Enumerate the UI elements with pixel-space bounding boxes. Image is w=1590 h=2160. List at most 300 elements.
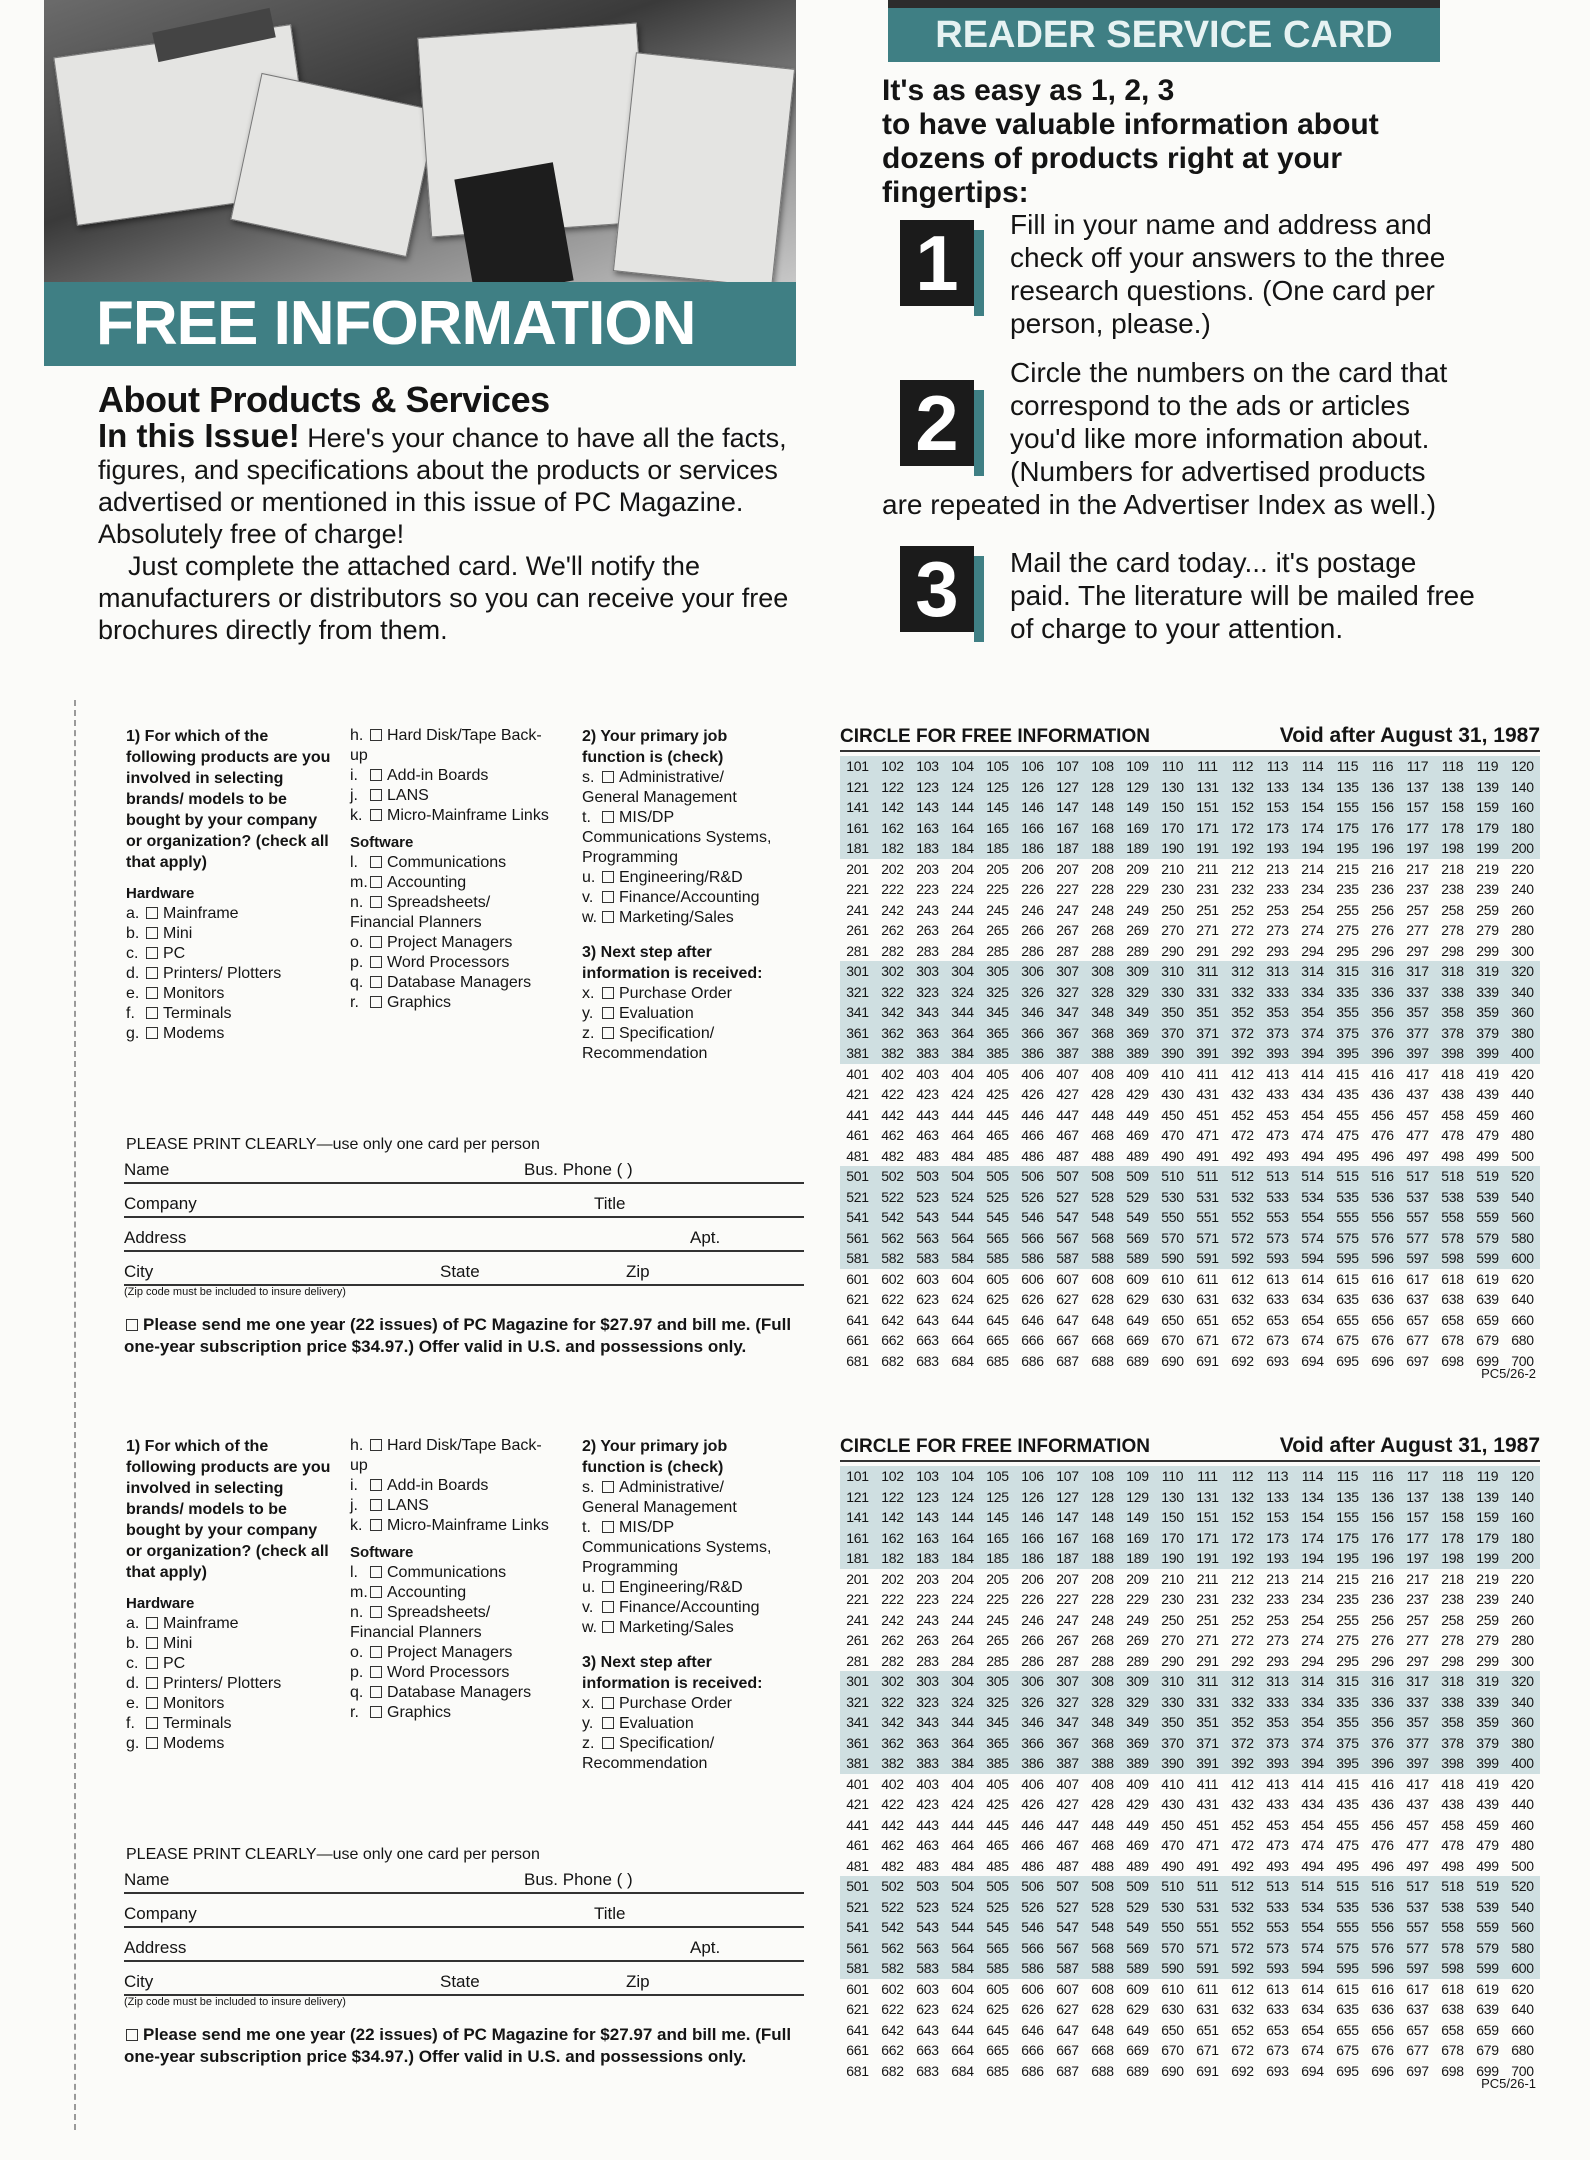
- circle-number[interactable]: 202: [881, 1570, 904, 1587]
- circle-number[interactable]: 662: [881, 2042, 904, 2059]
- circle-number[interactable]: 382: [881, 1045, 904, 1062]
- circle-number[interactable]: 464: [951, 1837, 974, 1854]
- circle-number[interactable]: 349: [1126, 1004, 1149, 1021]
- circle-number[interactable]: 158: [1441, 1509, 1464, 1526]
- circle-number[interactable]: 151: [1196, 799, 1219, 816]
- circle-number[interactable]: 455: [1336, 1106, 1359, 1123]
- circle-number[interactable]: 557: [1406, 1919, 1429, 1936]
- circle-number[interactable]: 433: [1266, 1086, 1289, 1103]
- circle-number[interactable]: 209: [1126, 1570, 1149, 1587]
- circle-number[interactable]: 478: [1441, 1127, 1464, 1144]
- circle-number[interactable]: 447: [1056, 1816, 1079, 1833]
- circle-number[interactable]: 258: [1441, 901, 1464, 918]
- circle-number[interactable]: 636: [1371, 1291, 1394, 1308]
- circle-number[interactable]: 134: [1301, 1488, 1324, 1505]
- circle-number[interactable]: 667: [1056, 2042, 1079, 2059]
- circle-number[interactable]: 631: [1196, 2001, 1219, 2018]
- circle-number[interactable]: 367: [1056, 1024, 1079, 1041]
- circle-number[interactable]: 646: [1021, 1311, 1044, 1328]
- circle-number[interactable]: 411: [1196, 1065, 1219, 1082]
- circle-number[interactable]: 348: [1091, 1004, 1114, 1021]
- circle-number[interactable]: 189: [1126, 1550, 1149, 1567]
- circle-number[interactable]: 387: [1056, 1755, 1079, 1772]
- circle-number[interactable]: 273: [1266, 922, 1289, 939]
- circle-number[interactable]: 535: [1336, 1188, 1359, 1205]
- circle-number[interactable]: 171: [1196, 1529, 1219, 1546]
- circle-number[interactable]: 205: [986, 860, 1009, 877]
- circle-number[interactable]: 131: [1196, 1488, 1219, 1505]
- circle-number[interactable]: 235: [1336, 881, 1359, 898]
- circle-number[interactable]: 293: [1266, 942, 1289, 959]
- circle-number[interactable]: 143: [916, 799, 939, 816]
- circle-number[interactable]: 112: [1231, 1468, 1254, 1485]
- circle-number[interactable]: 367: [1056, 1734, 1079, 1751]
- circle-number[interactable]: 605: [986, 1980, 1009, 1997]
- circle-number[interactable]: 563: [916, 1939, 939, 1956]
- circle-number[interactable]: 532: [1231, 1898, 1254, 1915]
- circle-number[interactable]: 353: [1266, 1714, 1289, 1731]
- circle-number[interactable]: 336: [1371, 1693, 1394, 1710]
- circle-number[interactable]: 374: [1301, 1734, 1324, 1751]
- circle-number[interactable]: 195: [1336, 840, 1359, 857]
- circle-number[interactable]: 292: [1231, 942, 1254, 959]
- circle-number[interactable]: 372: [1231, 1734, 1254, 1751]
- circle-number[interactable]: 284: [951, 942, 974, 959]
- circle-number[interactable]: 224: [951, 881, 974, 898]
- circle-number[interactable]: 438: [1441, 1796, 1464, 1813]
- circle-number[interactable]: 666: [1021, 1332, 1044, 1349]
- circle-number[interactable]: 476: [1371, 1127, 1394, 1144]
- checkbox[interactable]: [146, 927, 158, 939]
- circle-number[interactable]: 376: [1371, 1734, 1394, 1751]
- circle-number[interactable]: 230: [1161, 881, 1184, 898]
- circle-number[interactable]: 413: [1266, 1775, 1289, 1792]
- circle-number[interactable]: 676: [1371, 1332, 1394, 1349]
- circle-number[interactable]: 526: [1021, 1898, 1044, 1915]
- circle-number[interactable]: 223: [916, 881, 939, 898]
- circle-number[interactable]: 639: [1476, 1291, 1499, 1308]
- circle-number[interactable]: 435: [1336, 1796, 1359, 1813]
- circle-number[interactable]: 296: [1371, 942, 1394, 959]
- circle-number[interactable]: 436: [1371, 1796, 1394, 1813]
- circle-number[interactable]: 138: [1441, 1488, 1464, 1505]
- circle-number[interactable]: 646: [1021, 2021, 1044, 2038]
- circle-number[interactable]: 383: [916, 1755, 939, 1772]
- circle-number[interactable]: 304: [951, 1673, 974, 1690]
- circle-number[interactable]: 155: [1336, 1509, 1359, 1526]
- circle-number[interactable]: 562: [881, 1229, 904, 1246]
- circle-number[interactable]: 414: [1301, 1065, 1324, 1082]
- circle-number[interactable]: 632: [1231, 2001, 1254, 2018]
- checkbox-option[interactable]: [582, 1618, 782, 1638]
- circle-number[interactable]: 305: [986, 1673, 1009, 1690]
- circle-number[interactable]: 450: [1161, 1816, 1184, 1833]
- circle-number[interactable]: 473: [1266, 1127, 1289, 1144]
- circle-number[interactable]: 649: [1126, 2021, 1149, 2038]
- circle-number[interactable]: 412: [1231, 1775, 1254, 1792]
- checkbox[interactable]: [370, 729, 382, 741]
- circle-number[interactable]: 581: [846, 1960, 869, 1977]
- circle-number[interactable]: 627: [1056, 1291, 1079, 1308]
- circle-number[interactable]: 148: [1091, 1509, 1114, 1526]
- circle-number[interactable]: 193: [1266, 1550, 1289, 1567]
- circle-number[interactable]: 341: [846, 1004, 869, 1021]
- circle-number[interactable]: 696: [1371, 1352, 1394, 1369]
- circle-number[interactable]: 669: [1126, 2042, 1149, 2059]
- circle-number[interactable]: 601: [846, 1270, 869, 1287]
- circle-number[interactable]: 145: [986, 1509, 1009, 1526]
- circle-number[interactable]: 698: [1441, 2062, 1464, 2079]
- checkbox[interactable]: [146, 967, 158, 979]
- circle-number[interactable]: 586: [1021, 1960, 1044, 1977]
- circle-number[interactable]: 206: [1021, 860, 1044, 877]
- circle-number[interactable]: 342: [881, 1004, 904, 1021]
- circle-number[interactable]: 615: [1336, 1980, 1359, 1997]
- circle-number[interactable]: 504: [951, 1878, 974, 1895]
- circle-number[interactable]: 652: [1231, 1311, 1254, 1328]
- circle-number[interactable]: 427: [1056, 1086, 1079, 1103]
- checkbox[interactable]: [370, 1479, 382, 1491]
- circle-number[interactable]: 335: [1336, 983, 1359, 1000]
- checkbox[interactable]: [370, 1706, 382, 1718]
- circle-number[interactable]: 110: [1161, 758, 1184, 775]
- checkbox[interactable]: [602, 911, 614, 923]
- circle-number[interactable]: 448: [1091, 1816, 1114, 1833]
- circle-number[interactable]: 304: [951, 963, 974, 980]
- checkbox-option[interactable]: [350, 1683, 550, 1703]
- circle-number[interactable]: 232: [1231, 881, 1254, 898]
- circle-number[interactable]: 576: [1371, 1229, 1394, 1246]
- circle-number[interactable]: 680: [1511, 2042, 1534, 2059]
- checkbox[interactable]: [370, 1439, 382, 1451]
- circle-number[interactable]: 433: [1266, 1796, 1289, 1813]
- circle-number[interactable]: 182: [881, 840, 904, 857]
- checkbox[interactable]: [602, 1007, 614, 1019]
- circle-number[interactable]: 516: [1371, 1878, 1394, 1895]
- circle-number[interactable]: 287: [1056, 942, 1079, 959]
- circle-number[interactable]: 640: [1511, 2001, 1534, 2018]
- circle-number[interactable]: 336: [1371, 983, 1394, 1000]
- circle-number[interactable]: 340: [1511, 1693, 1534, 1710]
- circle-number[interactable]: 632: [1231, 1291, 1254, 1308]
- circle-number[interactable]: 311: [1196, 963, 1219, 980]
- circle-number[interactable]: 481: [846, 1147, 869, 1164]
- circle-number[interactable]: 453: [1266, 1106, 1289, 1123]
- circle-number[interactable]: 530: [1161, 1898, 1184, 1915]
- circle-number[interactable]: 204: [951, 860, 974, 877]
- circle-number[interactable]: 637: [1406, 2001, 1429, 2018]
- circle-number[interactable]: 573: [1266, 1229, 1289, 1246]
- form-row[interactable]: [124, 1184, 804, 1218]
- checkbox-option[interactable]: [350, 873, 550, 893]
- circle-number[interactable]: 650: [1161, 1311, 1184, 1328]
- circle-number[interactable]: 530: [1161, 1188, 1184, 1205]
- circle-number[interactable]: 187: [1056, 840, 1079, 857]
- circle-number[interactable]: 414: [1301, 1775, 1324, 1792]
- circle-number[interactable]: 548: [1091, 1209, 1114, 1226]
- checkbox-option[interactable]: [582, 1478, 782, 1518]
- circle-number[interactable]: 399: [1476, 1755, 1499, 1772]
- circle-number[interactable]: 608: [1091, 1980, 1114, 1997]
- circle-number[interactable]: 597: [1406, 1960, 1429, 1977]
- circle-number[interactable]: 350: [1161, 1004, 1184, 1021]
- circle-number[interactable]: 568: [1091, 1229, 1114, 1246]
- circle-number[interactable]: 562: [881, 1939, 904, 1956]
- circle-number[interactable]: 169: [1126, 819, 1149, 836]
- circle-number[interactable]: 111: [1197, 758, 1218, 775]
- circle-number[interactable]: 355: [1336, 1004, 1359, 1021]
- circle-number[interactable]: 286: [1021, 1652, 1044, 1669]
- circle-number[interactable]: 218: [1441, 860, 1464, 877]
- circle-number[interactable]: 687: [1056, 1352, 1079, 1369]
- circle-number[interactable]: 213: [1266, 1570, 1289, 1587]
- checkbox[interactable]: [146, 947, 158, 959]
- circle-number[interactable]: 384: [951, 1755, 974, 1772]
- circle-number[interactable]: 424: [951, 1796, 974, 1813]
- checkbox[interactable]: [370, 1666, 382, 1678]
- circle-number[interactable]: 346: [1021, 1714, 1044, 1731]
- circle-number[interactable]: 659: [1476, 2021, 1499, 2038]
- circle-number[interactable]: 172: [1231, 1529, 1254, 1546]
- checkbox[interactable]: [370, 996, 382, 1008]
- circle-number[interactable]: 591: [1196, 1250, 1219, 1267]
- circle-number[interactable]: 245: [986, 901, 1009, 918]
- checkbox-option[interactable]: [350, 1583, 550, 1603]
- circle-number[interactable]: 309: [1126, 963, 1149, 980]
- circle-number[interactable]: 168: [1091, 1529, 1114, 1546]
- circle-number[interactable]: 528: [1091, 1898, 1114, 1915]
- circle-number[interactable]: 345: [986, 1714, 1009, 1731]
- circle-number[interactable]: 197: [1406, 840, 1429, 857]
- circle-number[interactable]: 257: [1406, 901, 1429, 918]
- circle-number[interactable]: 313: [1266, 1673, 1289, 1690]
- circle-number[interactable]: 276: [1371, 922, 1394, 939]
- circle-number[interactable]: 221: [846, 1591, 869, 1608]
- circle-number[interactable]: 294: [1301, 1652, 1324, 1669]
- circle-number[interactable]: 456: [1371, 1816, 1394, 1833]
- circle-number[interactable]: 536: [1371, 1188, 1394, 1205]
- circle-number[interactable]: 647: [1056, 2021, 1079, 2038]
- checkbox[interactable]: [146, 1617, 158, 1629]
- circle-number[interactable]: 629: [1126, 1291, 1149, 1308]
- circle-number[interactable]: 631: [1196, 1291, 1219, 1308]
- circle-number[interactable]: 660: [1511, 1311, 1534, 1328]
- circle-number[interactable]: 619: [1476, 1980, 1499, 1997]
- circle-number[interactable]: 560: [1511, 1919, 1534, 1936]
- circle-number[interactable]: 111: [1197, 1468, 1218, 1485]
- circle-number[interactable]: 400: [1511, 1045, 1534, 1062]
- circle-number[interactable]: 152: [1231, 1509, 1254, 1526]
- circle-number[interactable]: 362: [881, 1734, 904, 1751]
- circle-number[interactable]: 602: [881, 1980, 904, 1997]
- circle-number[interactable]: 106: [1021, 1468, 1044, 1485]
- circle-number[interactable]: 225: [986, 881, 1009, 898]
- circle-number[interactable]: 678: [1441, 1332, 1464, 1349]
- checkbox-option[interactable]: [350, 893, 550, 933]
- circle-number[interactable]: 682: [881, 1352, 904, 1369]
- circle-number[interactable]: 317: [1406, 963, 1429, 980]
- checkbox-option[interactable]: [350, 1563, 550, 1583]
- circle-number[interactable]: 270: [1161, 1632, 1184, 1649]
- circle-number[interactable]: 364: [951, 1024, 974, 1041]
- checkbox[interactable]: [370, 1646, 382, 1658]
- circle-number[interactable]: 551: [1196, 1209, 1219, 1226]
- circle-number[interactable]: 546: [1021, 1919, 1044, 1936]
- circle-number[interactable]: 601: [846, 1980, 869, 1997]
- checkbox-option[interactable]: [126, 944, 336, 964]
- circle-number[interactable]: 275: [1336, 922, 1359, 939]
- circle-number[interactable]: 289: [1126, 1652, 1149, 1669]
- circle-number[interactable]: 408: [1091, 1775, 1114, 1792]
- circle-number[interactable]: 244: [951, 901, 974, 918]
- circle-number[interactable]: 622: [881, 2001, 904, 2018]
- circle-number[interactable]: 208: [1091, 860, 1114, 877]
- circle-number[interactable]: 248: [1091, 1611, 1114, 1628]
- circle-number[interactable]: 314: [1301, 1673, 1324, 1690]
- circle-number[interactable]: 262: [881, 1632, 904, 1649]
- circle-number[interactable]: 427: [1056, 1796, 1079, 1813]
- circle-number[interactable]: 323: [916, 983, 939, 1000]
- circle-number[interactable]: 377: [1406, 1734, 1429, 1751]
- circle-number[interactable]: 548: [1091, 1919, 1114, 1936]
- circle-number[interactable]: 489: [1126, 1857, 1149, 1874]
- circle-number[interactable]: 250: [1161, 901, 1184, 918]
- circle-number[interactable]: 509: [1126, 1878, 1149, 1895]
- circle-number[interactable]: 118: [1441, 758, 1464, 775]
- circle-number[interactable]: 507: [1056, 1168, 1079, 1185]
- circle-number[interactable]: 207: [1056, 860, 1079, 877]
- circle-number[interactable]: 337: [1406, 983, 1429, 1000]
- circle-number[interactable]: 628: [1091, 1291, 1114, 1308]
- circle-number[interactable]: 153: [1266, 1509, 1289, 1526]
- circle-number[interactable]: 358: [1441, 1004, 1464, 1021]
- circle-number[interactable]: 328: [1091, 983, 1114, 1000]
- circle-number[interactable]: 618: [1441, 1980, 1464, 1997]
- circle-number[interactable]: 370: [1161, 1024, 1184, 1041]
- circle-number[interactable]: 678: [1441, 2042, 1464, 2059]
- circle-number[interactable]: 216: [1371, 860, 1394, 877]
- circle-number[interactable]: 657: [1406, 2021, 1429, 2038]
- circle-number[interactable]: 466: [1021, 1127, 1044, 1144]
- circle-number[interactable]: 230: [1161, 1591, 1184, 1608]
- circle-number[interactable]: 140: [1511, 778, 1534, 795]
- circle-number[interactable]: 585: [986, 1960, 1009, 1977]
- circle-number[interactable]: 611: [1196, 1980, 1219, 1997]
- circle-number[interactable]: 342: [881, 1714, 904, 1731]
- circle-number[interactable]: 691: [1196, 2062, 1219, 2079]
- circle-number[interactable]: 172: [1231, 819, 1254, 836]
- circle-number[interactable]: 469: [1126, 1127, 1149, 1144]
- circle-number[interactable]: 119: [1476, 1468, 1499, 1485]
- circle-number[interactable]: 515: [1336, 1878, 1359, 1895]
- circle-number[interactable]: 647: [1056, 1311, 1079, 1328]
- circle-number[interactable]: 629: [1126, 2001, 1149, 2018]
- circle-number[interactable]: 269: [1126, 1632, 1149, 1649]
- circle-number[interactable]: 518: [1441, 1168, 1464, 1185]
- circle-number[interactable]: 357: [1406, 1714, 1429, 1731]
- circle-number[interactable]: 539: [1476, 1188, 1499, 1205]
- circle-number[interactable]: 485: [986, 1857, 1009, 1874]
- circle-number[interactable]: 126: [1021, 1488, 1044, 1505]
- circle-number[interactable]: 115: [1336, 758, 1359, 775]
- circle-number[interactable]: 341: [846, 1714, 869, 1731]
- circle-number[interactable]: 557: [1406, 1209, 1429, 1226]
- circle-number[interactable]: 595: [1336, 1960, 1359, 1977]
- circle-number[interactable]: 282: [881, 942, 904, 959]
- circle-number[interactable]: 247: [1056, 1611, 1079, 1628]
- circle-number[interactable]: 408: [1091, 1065, 1114, 1082]
- circle-number[interactable]: 620: [1511, 1980, 1534, 1997]
- circle-number[interactable]: 290: [1161, 1652, 1184, 1669]
- circle-number[interactable]: 262: [881, 922, 904, 939]
- circle-number[interactable]: 251: [1196, 901, 1219, 918]
- circle-number[interactable]: 177: [1406, 1529, 1429, 1546]
- circle-number[interactable]: 481: [846, 1857, 869, 1874]
- circle-number[interactable]: 161: [846, 819, 869, 836]
- circle-number[interactable]: 116: [1371, 1468, 1394, 1485]
- circle-number[interactable]: 679: [1476, 2042, 1499, 2059]
- circle-number[interactable]: 372: [1231, 1024, 1254, 1041]
- circle-number[interactable]: 220: [1511, 860, 1534, 877]
- circle-number[interactable]: 688: [1091, 2062, 1114, 2079]
- circle-number[interactable]: 101: [846, 758, 869, 775]
- circle-number[interactable]: 445: [986, 1106, 1009, 1123]
- circle-number[interactable]: 494: [1301, 1857, 1324, 1874]
- circle-number[interactable]: 434: [1301, 1796, 1324, 1813]
- circle-number[interactable]: 444: [951, 1816, 974, 1833]
- circle-number[interactable]: 329: [1126, 1693, 1149, 1710]
- circle-number[interactable]: 620: [1511, 1270, 1534, 1287]
- circle-number[interactable]: 337: [1406, 1693, 1429, 1710]
- circle-number[interactable]: 528: [1091, 1188, 1114, 1205]
- circle-number[interactable]: 175: [1336, 1529, 1359, 1546]
- circle-number[interactable]: 521: [846, 1188, 869, 1205]
- subscribe-checkbox[interactable]: [126, 1319, 138, 1331]
- circle-number[interactable]: 691: [1196, 1352, 1219, 1369]
- circle-number[interactable]: 323: [916, 1693, 939, 1710]
- circle-number[interactable]: 648: [1091, 1311, 1114, 1328]
- circle-number[interactable]: 446: [1021, 1106, 1044, 1123]
- circle-number[interactable]: 391: [1196, 1755, 1219, 1772]
- circle-number[interactable]: 457: [1406, 1816, 1429, 1833]
- circle-number[interactable]: 231: [1196, 1591, 1219, 1608]
- circle-number[interactable]: 162: [881, 819, 904, 836]
- circle-number[interactable]: 486: [1021, 1857, 1044, 1874]
- circle-number[interactable]: 386: [1021, 1755, 1044, 1772]
- circle-number[interactable]: 511: [1196, 1168, 1219, 1185]
- circle-number[interactable]: 628: [1091, 2001, 1114, 2018]
- circle-number[interactable]: 431: [1196, 1086, 1219, 1103]
- circle-number[interactable]: 676: [1371, 2042, 1394, 2059]
- circle-number[interactable]: 351: [1196, 1714, 1219, 1731]
- circle-number[interactable]: 421: [846, 1796, 869, 1813]
- circle-number[interactable]: 326: [1021, 1693, 1044, 1710]
- circle-number[interactable]: 680: [1511, 1332, 1534, 1349]
- circle-number[interactable]: 373: [1266, 1024, 1289, 1041]
- circle-number[interactable]: 103: [916, 758, 939, 775]
- circle-number[interactable]: 478: [1441, 1837, 1464, 1854]
- circle-number[interactable]: 273: [1266, 1632, 1289, 1649]
- circle-number[interactable]: 613: [1266, 1270, 1289, 1287]
- circle-number[interactable]: 137: [1406, 1488, 1429, 1505]
- checkbox[interactable]: [602, 1027, 614, 1039]
- circle-number[interactable]: 653: [1266, 1311, 1289, 1328]
- circle-number[interactable]: 659: [1476, 1311, 1499, 1328]
- circle-number[interactable]: 269: [1126, 922, 1149, 939]
- circle-number[interactable]: 615: [1336, 1270, 1359, 1287]
- circle-number[interactable]: 524: [951, 1898, 974, 1915]
- circle-number[interactable]: 413: [1266, 1065, 1289, 1082]
